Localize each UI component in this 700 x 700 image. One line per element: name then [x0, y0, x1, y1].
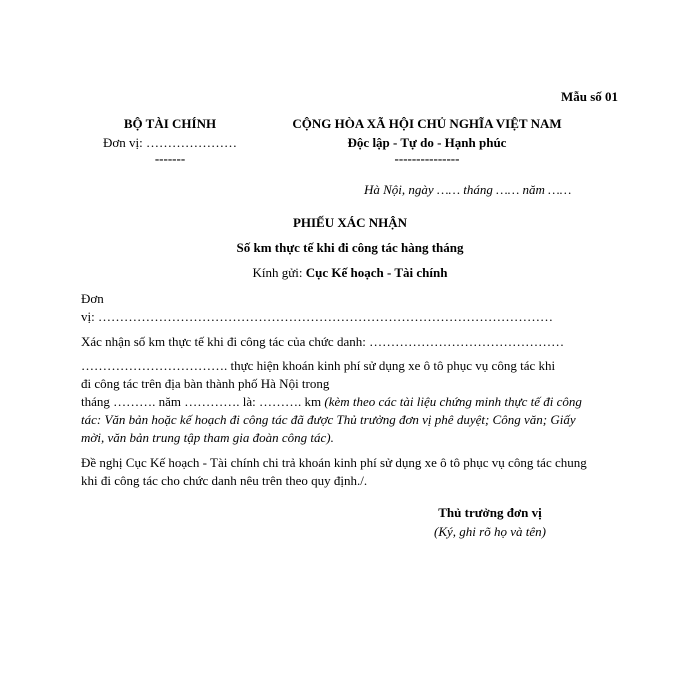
document-subtitle: Số km thực tế khi đi công tác hàng tháng — [236, 240, 464, 255]
paragraph-3-line-1: Đề nghị Cục Kế hoạch - Tài chính chi trả khoán kinh phí sử dụng xe ô tô phục vụ công tác chung — [81, 455, 587, 470]
motto: Độc lập - Tự do - Hạnh phúc — [347, 135, 507, 150]
attachment-note-start: (kèm theo các tài liệu chứng minh thực tế đi công — [324, 394, 582, 409]
unit-label: Đơn — [81, 291, 104, 306]
ministry-name: BỘ TÀI CHÍNH — [123, 116, 217, 131]
period-km-field: tháng ………. năm …………. là: ………. km — [81, 394, 325, 409]
addressee — [0, 265, 700, 281]
right-header-rule: --------------- — [394, 151, 460, 166]
paragraph-2-line-2: đi công tác trên địa bàn thành phố Hà Nội trong — [81, 376, 330, 391]
paragraph-2-line-1: ……………………………. thực hiện khoán kinh phí sử dụng xe ô tô phục vụ công tác khi — [81, 358, 556, 373]
confirm-line: Xác nhận số km thực tế khi đi công tác của chức danh: ……………………………………… — [81, 334, 565, 349]
left-header-rule: ------- — [154, 151, 186, 166]
addressee-recipient: Cục Kế hoạch - Tài chính — [305, 265, 448, 280]
place-date: Hà Nội, ngày …… tháng …… năm …… — [364, 182, 572, 197]
nation-title: CỘNG HÒA XÃ HỘI CHỦ NGHĨA VIỆT NAM — [292, 116, 562, 131]
unit-line: vị: …………………………………………………………………………………………… — [81, 309, 553, 324]
paragraph-2-line-4: tác: Văn bản hoặc kế hoạch đi công tác đã được Thủ trưởng đơn vị phê duyệt; Công văn; Giấy — [81, 412, 576, 427]
paragraph-2-line-3 — [81, 394, 582, 410]
document-title: PHIẾU XÁC NHẬN — [292, 215, 408, 230]
signature-title: Thủ trưởng đơn vị — [438, 505, 542, 520]
addressee-prefix: Kính gửi: — [252, 265, 306, 280]
paragraph-2-line-5: mời, văn bản trung tập tham gia đoàn công tác). — [81, 430, 334, 445]
form-code: Mẫu số 01 — [560, 89, 618, 104]
signature-note: (Ký, ghi rõ họ và tên) — [434, 524, 546, 539]
paragraph-3-line-2: khi đi công tác cho chức danh nêu trên theo quy định./. — [81, 473, 368, 488]
unit-field: Đơn vị: ………………… — [103, 135, 237, 150]
